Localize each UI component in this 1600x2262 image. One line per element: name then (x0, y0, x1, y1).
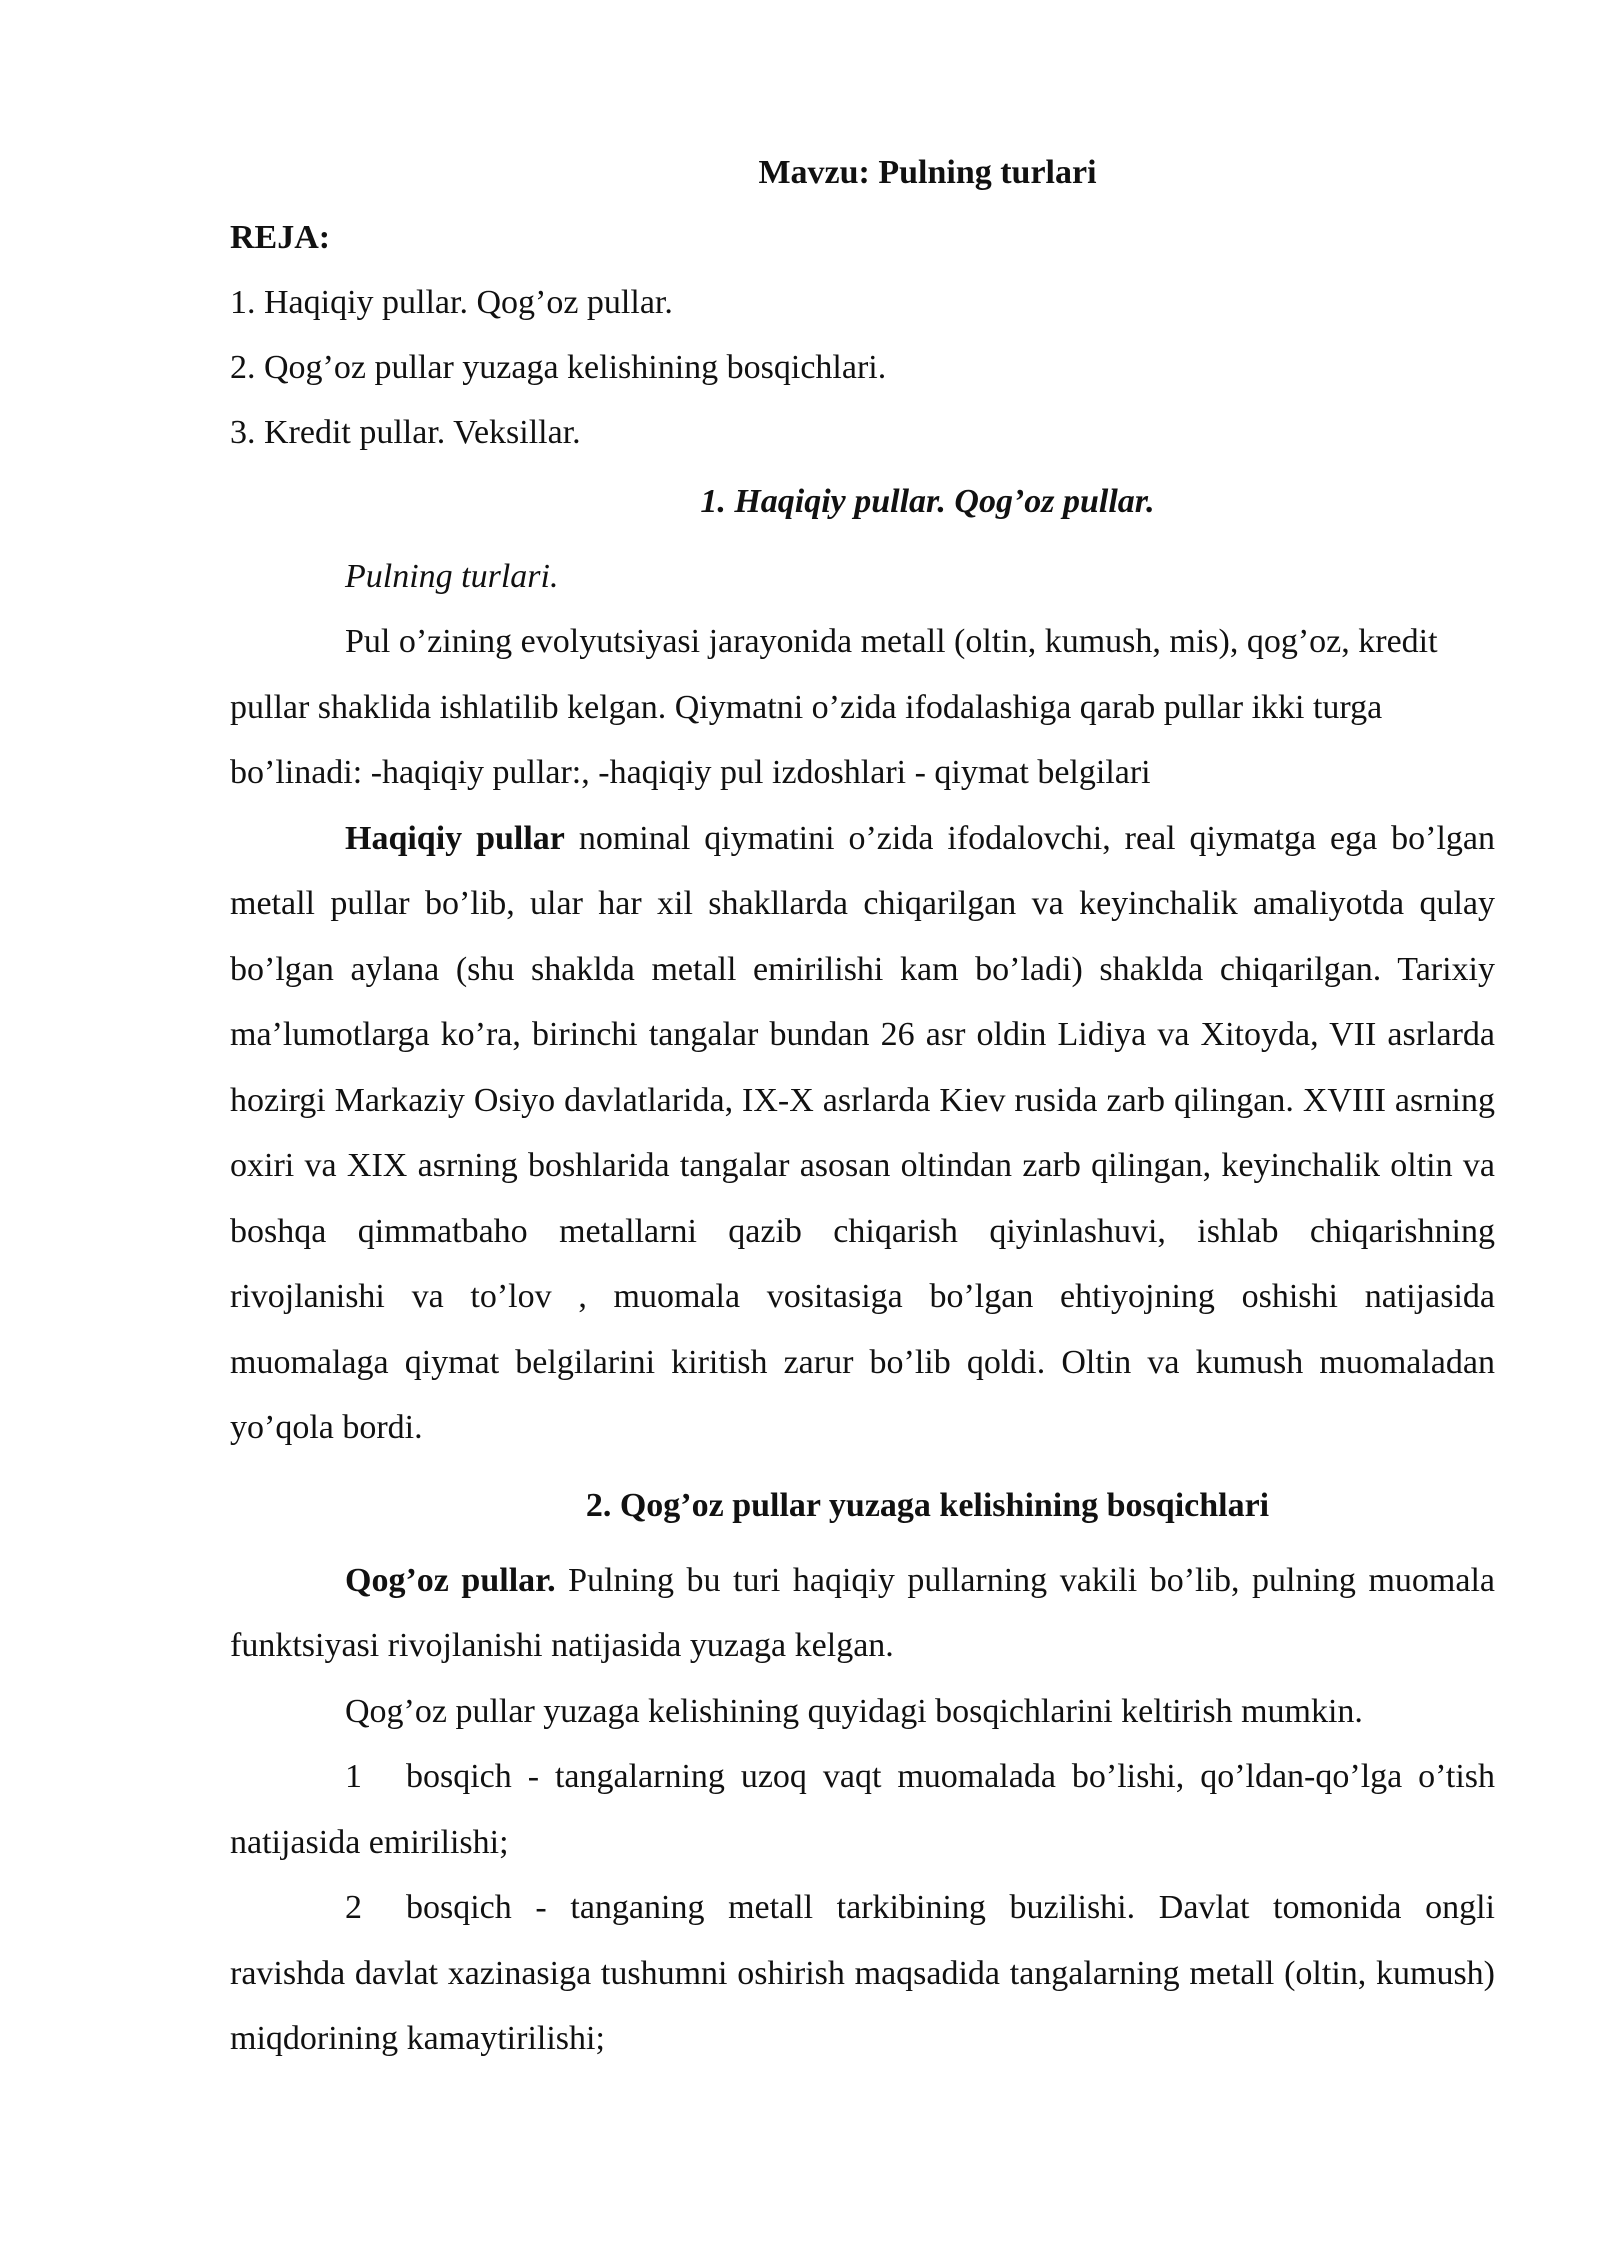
stage-item-1 (230, 1744, 1495, 1875)
section1-paragraph-1: Pul o’zining evolyutsiyasi jarayonida metall (oltin, kumush, mis), qog’oz, kredit pullar shaklida ishlatilib kelgan. Qiymatni o’zida ifodalashiga qarab pullar ikki turga bo’linadi: -haqiqiy pullar:, -haqiqiy pul izdoshlari - qiymat belgilari (230, 623, 1438, 791)
document-page (230, 140, 1495, 2072)
section2-paragraph-1-text: Pulning bu turi haqiqiy pullarning vakili bo’lib, pulning muomala funktsiyasi rivojlanishi natijasida yuzaga kelgan. (230, 1561, 1495, 1664)
stage-text: bosqich - tangalarning uzoq vaqt muomalada bo’lishi, qo’ldan-qo’lga o’tish natijasida emirilishi; (230, 1758, 1495, 1861)
stage-number: 1 (345, 1758, 362, 1795)
section1-paragraph-2 (230, 806, 1495, 1461)
plan-item-2: 2. Qog’oz pullar yuzaga kelishining bosqichlari. (230, 349, 887, 386)
section2-paragraph-2: Qog’oz pullar yuzaga kelishining quyidagi bosqichlarini keltirish mumkin. (345, 1692, 1363, 1730)
plan-label: REJA: (230, 219, 331, 256)
plan-item-1: 1. Haqiqiy pullar. Qog’oz pullar. (230, 284, 673, 321)
section1-subheading: Pulning turlari. (345, 558, 559, 595)
plan-item-3: 3. Kredit pullar. Veksillar. (230, 414, 581, 451)
section2-paragraph-1 (230, 1548, 1495, 1679)
section1-paragraph-2-text: nominal qiymatini o’zida ifodalovchi, real qiymatga ega bo’lgan metall pullar bo’lib, ular har xil shakllarda chiqarilgan va keyinchalik amaliyotda qulay bo’lgan aylana (shu shaklda metall emirilishi kam bo’ladi) shaklda chiqarilgan. Tarixiy ma’lumotlarga ko’ra, birinchi tangalar bundan 26 asr oldin Lidiya va Xitoyda, VII asrlarda hozirgi Markaziy Osiyo davlatlarida, IX-X asrlarda Kiev rusida zarb qilingan. XVIII asrning oxiri va XIX asrning boshlarida tangalar asosan oltindan zarb qilingan, keyinchalik oltin va boshqa qimmatbaho metallarni qazib chiqarish qiyinlashuvi, ishlab chiqarishning rivojlanishi va to’lov , muomala vositasiga bo’lgan ehtiyojning oshishi natijasida muomalaga qiymat belgilarini kiritish zarur bo’lib qoldi. Oltin va kumush muomaladan yo’qola bordi. (230, 819, 1495, 1446)
document-title: Mavzu: Pulning turlari (758, 154, 1097, 191)
term-haqiqiy-pullar: Haqiqiy pullar (345, 819, 565, 857)
section2-heading: 2. Qog’oz pullar yuzaga kelishining bosqichlari (585, 1486, 1270, 1524)
stage-number: 2 (345, 1889, 362, 1926)
stage-item-2 (230, 1875, 1495, 2072)
title-wrap (230, 140, 1495, 205)
section1-heading: 1. Haqiqiy pullar. Qog’oz pullar. (700, 483, 1155, 520)
stage-text: bosqich - tanganing metall tarkibining buzilishi. Davlat tomonida ongli ravishda davlat xazinasiga tushumni oshirish maqsadida tangalarning metall (oltin, kumush) miqdorining kamaytirilishi; (230, 1889, 1495, 2057)
term-qogoz-pullar: Qog’oz pullar. (345, 1561, 556, 1599)
